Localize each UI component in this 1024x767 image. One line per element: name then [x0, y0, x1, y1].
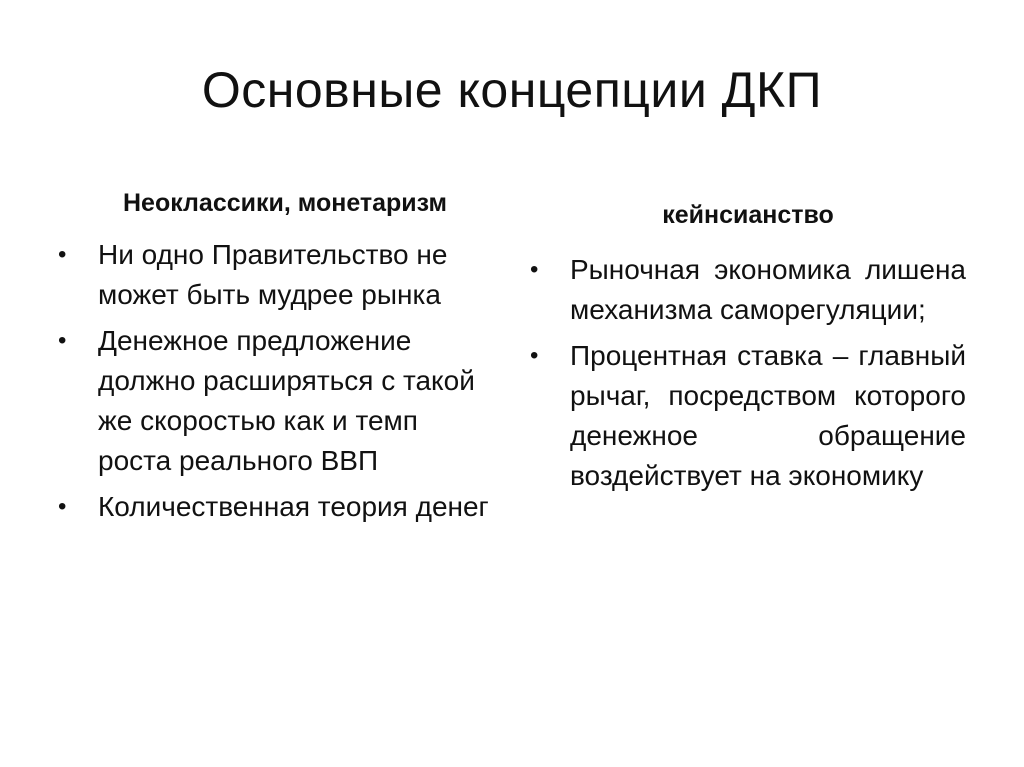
bullet-icon: • — [58, 241, 67, 268]
bullet-icon: • — [530, 256, 539, 283]
bullet-icon: • — [58, 493, 67, 520]
left-bullet-list — [58, 235, 494, 533]
bullet-icon: • — [530, 342, 539, 369]
list-item-text: Рыночная экономика лишена механизма саморегуляции; — [570, 254, 966, 325]
list-item — [58, 235, 494, 315]
list-item-text: Процентная ставка – главный рычаг, посредством которого денежное обращение воздействует на экономику — [570, 340, 966, 491]
slide-title: Основные концепции ДКП — [201, 62, 823, 118]
list-item — [58, 321, 494, 481]
list-item — [530, 336, 966, 496]
list-item-text: Количественная теория денег — [98, 491, 489, 522]
list-item-text: Денежное предложение должно расширяться с такой же скоростью как и темп роста реального ВВП — [98, 325, 475, 476]
right-column-heading: кейнсианство — [662, 201, 834, 229]
bullet-icon: • — [58, 327, 67, 354]
left-column-heading: Неоклассики, монетаризм — [123, 189, 447, 217]
list-item-text: Ни одно Правительство не может быть мудрее рынка — [98, 239, 448, 310]
list-item — [58, 487, 494, 527]
right-bullet-list — [530, 250, 966, 502]
list-item — [530, 250, 966, 330]
